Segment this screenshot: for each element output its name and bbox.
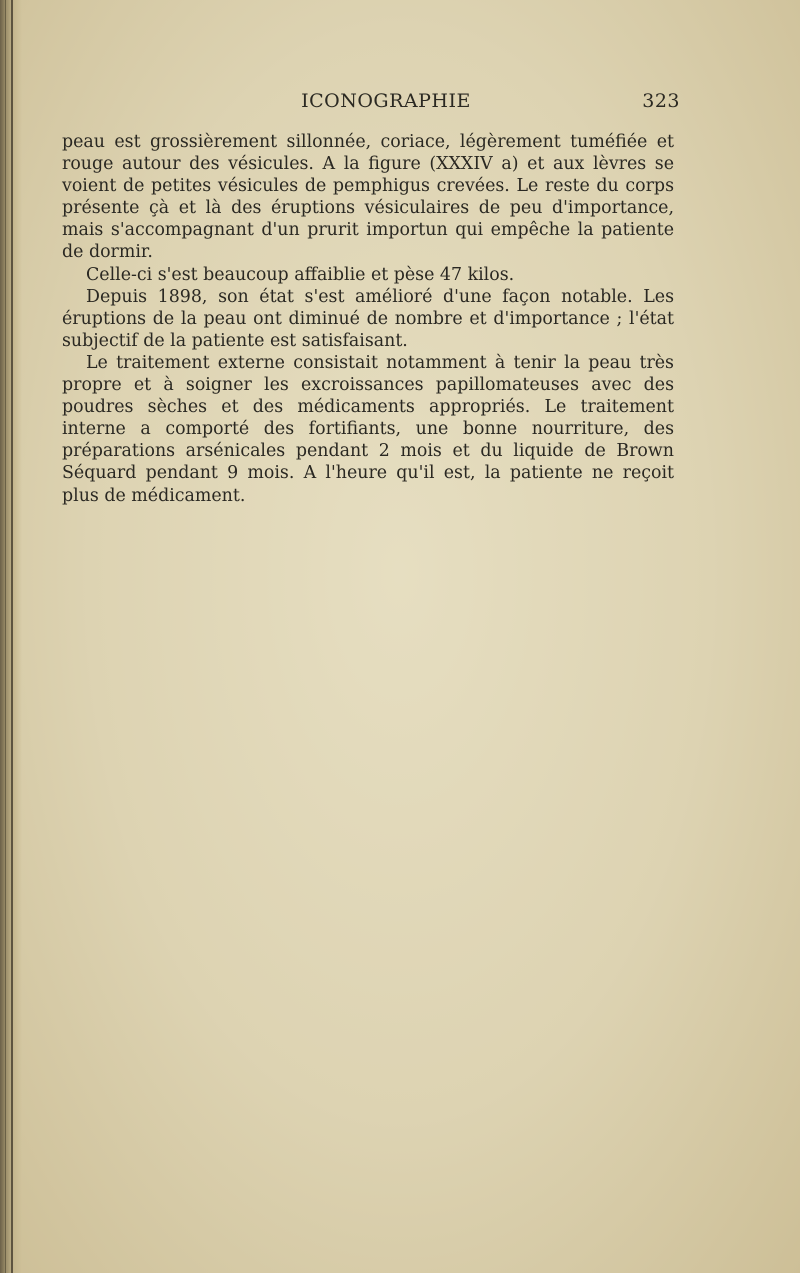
- paragraph-4: Le traitement externe consistait notamment à tenir la peau très propre et à soigner les excroissances papillomateuses avec des poudres sèches et des médicaments appropriés. Le traitement interne a comporté des fortifiants, une bonne nourriture, des préparations arsénicales pendant 2 mois et du liquide de Brown Séquard pendant 9 mois. A l'heure qu'il est, la patiente ne reçoit plus de médicament.: [62, 352, 674, 506]
- paragraph-1: peau est grossièrement sillonnée, coriace, légèrement tuméfiée et rouge autour des vésicules. A la figure (XXXIV a) et aux lèvres se voient de petites vésicules de pemphigus crevées. Le reste du corps présente çà et là des éruptions vésiculaires de peu d'importance, mais s'accompagnant d'un prurit importun qui empêche la patiente de dormir.: [62, 132, 674, 263]
- binding-edge-line: [5, 0, 6, 1273]
- body-text: [62, 131, 674, 507]
- running-header: [62, 90, 680, 114]
- page-number: 323: [642, 90, 680, 112]
- running-title: ICONOGRAPHIE: [301, 90, 471, 112]
- binding-edge: [11, 0, 13, 1273]
- paragraph-2: Celle-ci s'est beaucoup affaiblie et pèse 47 kilos.: [86, 264, 515, 285]
- paragraph-3: Depuis 1898, son état s'est amélioré d'une façon notable. Les éruptions de la peau ont diminué de nombre et d'importance ; l'état subjectif de la patiente est satisfaisant.: [62, 286, 674, 351]
